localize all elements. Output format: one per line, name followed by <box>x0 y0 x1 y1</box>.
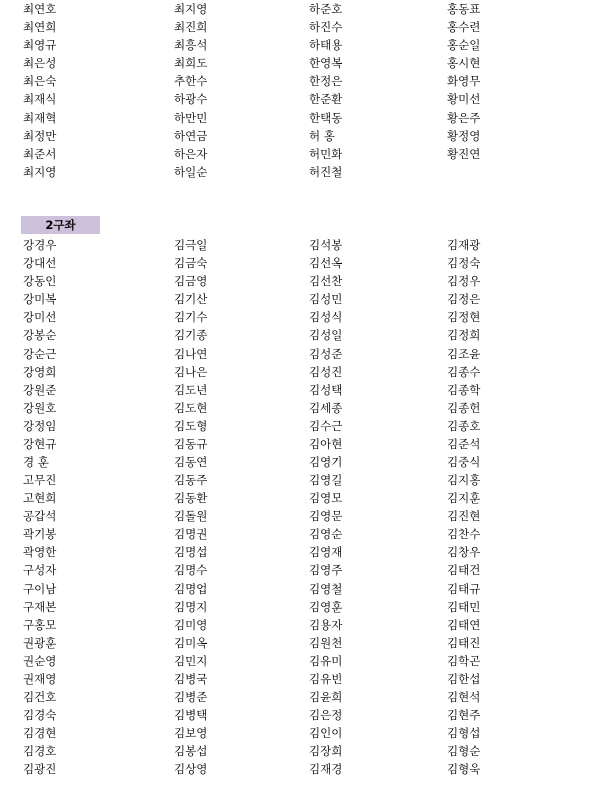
table-row <box>0 127 600 145</box>
name-cell: 강미선 <box>23 310 57 325</box>
name-cell: 최준서 <box>23 146 57 161</box>
name-cell: 김태민 <box>447 599 481 614</box>
table-row <box>0 579 600 597</box>
name-cell: 김정숙 <box>447 256 481 271</box>
name-cell: 김동환 <box>174 491 208 506</box>
name-cell: 곽기봉 <box>23 527 57 542</box>
name-cell: 하은자 <box>174 146 208 161</box>
name-cell: 김지훈 <box>447 491 481 506</box>
name-cell: 김영재 <box>309 545 343 560</box>
name-table-top <box>0 0 600 181</box>
name-cell: 김학곤 <box>447 653 481 668</box>
name-cell: 공갑석 <box>23 509 57 524</box>
name-cell: 김상영 <box>174 762 208 777</box>
name-cell: 김은정 <box>309 708 343 723</box>
name-cell: 김영주 <box>309 563 343 578</box>
table-row <box>0 145 600 163</box>
name-cell: 김영모 <box>309 491 343 506</box>
name-cell: 김병택 <box>174 708 208 723</box>
name-cell: 김인이 <box>309 726 343 741</box>
name-cell: 김명섭 <box>174 545 208 560</box>
name-cell: 추한수 <box>174 74 208 89</box>
name-cell: 한택동 <box>309 110 343 125</box>
table-row <box>0 0 600 18</box>
name-cell: 김경현 <box>23 726 57 741</box>
name-cell: 최진희 <box>174 20 208 35</box>
name-cell: 김태규 <box>447 581 481 596</box>
name-cell: 구재본 <box>23 599 57 614</box>
name-cell: 김성준 <box>309 346 343 361</box>
name-cell: 강정임 <box>23 418 57 433</box>
table-row <box>0 471 600 489</box>
table-row <box>0 72 600 90</box>
name-cell: 김선옥 <box>309 256 343 271</box>
name-cell: 경 훈 <box>23 454 49 469</box>
name-cell: 김민지 <box>174 653 208 668</box>
name-cell: 김장희 <box>309 744 343 759</box>
table-row <box>0 525 600 543</box>
table-row <box>0 272 600 290</box>
name-cell: 김한섭 <box>447 671 481 686</box>
name-cell: 화영무 <box>447 74 481 89</box>
name-cell: 김중식 <box>447 454 481 469</box>
name-cell: 홍동표 <box>447 2 481 17</box>
name-cell: 강원호 <box>23 400 57 415</box>
table-row <box>0 543 600 561</box>
name-cell: 김성진 <box>309 364 343 379</box>
name-cell: 김병준 <box>174 689 208 704</box>
name-cell: 김도현 <box>174 400 208 415</box>
name-cell: 김영기 <box>309 454 343 469</box>
table-row <box>0 308 600 326</box>
name-cell: 김영훈 <box>309 599 343 614</box>
name-cell: 김석봉 <box>309 238 343 253</box>
table-row <box>0 489 600 507</box>
table-row <box>0 236 600 254</box>
table-row <box>0 254 600 272</box>
name-cell: 김동주 <box>174 473 208 488</box>
name-cell: 김현석 <box>447 689 481 704</box>
name-cell: 홍수련 <box>447 20 481 35</box>
name-cell: 김나연 <box>174 346 208 361</box>
table-row <box>0 326 600 344</box>
name-cell: 김도년 <box>174 382 208 397</box>
name-cell: 황정영 <box>447 128 481 143</box>
name-cell: 강영희 <box>23 364 57 379</box>
table-row <box>0 688 600 706</box>
name-cell: 김경숙 <box>23 708 57 723</box>
name-cell: 김기산 <box>174 292 208 307</box>
table-row <box>0 290 600 308</box>
name-cell: 김종수 <box>447 364 481 379</box>
name-cell: 강순근 <box>23 346 57 361</box>
name-cell: 강경우 <box>23 238 57 253</box>
name-cell: 최지영 <box>23 164 57 179</box>
name-cell: 김영길 <box>309 473 343 488</box>
name-cell: 한정은 <box>309 74 343 89</box>
name-cell: 최은성 <box>23 56 57 71</box>
table-row <box>0 760 600 778</box>
name-cell: 김찬수 <box>447 527 481 542</box>
name-cell: 김성식 <box>309 310 343 325</box>
name-cell: 최지영 <box>174 2 208 17</box>
name-cell: 김성일 <box>309 328 343 343</box>
name-cell: 김조윤 <box>447 346 481 361</box>
name-cell: 김미옥 <box>174 635 208 650</box>
name-cell: 김재경 <box>309 762 343 777</box>
name-cell: 김태건 <box>447 563 481 578</box>
name-cell: 곽영한 <box>23 545 57 560</box>
name-cell: 하만민 <box>174 110 208 125</box>
name-cell: 김성택 <box>309 382 343 397</box>
name-cell: 김성민 <box>309 292 343 307</box>
name-cell: 김정은 <box>447 292 481 307</box>
table-row <box>0 18 600 36</box>
name-cell: 권광훈 <box>23 635 57 650</box>
name-cell: 김세종 <box>309 400 343 415</box>
name-cell: 구이남 <box>23 581 57 596</box>
name-cell: 김동규 <box>174 436 208 451</box>
name-cell: 김동연 <box>174 454 208 469</box>
name-cell: 김아현 <box>309 436 343 451</box>
name-cell: 김병국 <box>174 671 208 686</box>
name-cell: 강원준 <box>23 382 57 397</box>
table-row <box>0 616 600 634</box>
table-row <box>0 54 600 72</box>
name-cell: 강봉순 <box>23 328 57 343</box>
name-cell: 하태용 <box>309 38 343 53</box>
name-cell: 김종호 <box>447 418 481 433</box>
name-cell: 황은주 <box>447 110 481 125</box>
name-cell: 김원천 <box>309 635 343 650</box>
name-cell: 김보영 <box>174 726 208 741</box>
name-cell: 강현규 <box>23 436 57 451</box>
name-cell: 허민화 <box>309 146 343 161</box>
name-cell: 김종학 <box>447 382 481 397</box>
name-cell: 하진수 <box>309 20 343 35</box>
name-cell: 하준호 <box>309 2 343 17</box>
name-cell: 김수근 <box>309 418 343 433</box>
name-cell: 홍순일 <box>447 38 481 53</box>
name-cell: 김형순 <box>447 744 481 759</box>
name-cell: 허진철 <box>309 164 343 179</box>
name-cell: 김창우 <box>447 545 481 560</box>
name-cell: 김영문 <box>309 509 343 524</box>
name-cell: 김도형 <box>174 418 208 433</box>
table-row <box>0 742 600 760</box>
table-row <box>0 36 600 54</box>
name-cell: 권순영 <box>23 653 57 668</box>
name-cell: 김윤희 <box>309 689 343 704</box>
name-cell: 황미선 <box>447 92 481 107</box>
name-cell: 구성자 <box>23 563 57 578</box>
name-table-bottom <box>0 236 600 778</box>
name-cell: 강대선 <box>23 256 57 271</box>
name-cell: 최정만 <box>23 128 57 143</box>
name-cell: 김재광 <box>447 238 481 253</box>
table-row <box>0 598 600 616</box>
name-cell: 김금영 <box>174 274 208 289</box>
name-cell: 김극일 <box>174 238 208 253</box>
name-cell: 김종헌 <box>447 400 481 415</box>
name-cell: 김형섭 <box>447 726 481 741</box>
table-row <box>0 399 600 417</box>
section-label-2: 2구좌 <box>21 216 100 234</box>
table-row <box>0 724 600 742</box>
name-cell: 한영복 <box>309 56 343 71</box>
name-cell: 김영순 <box>309 527 343 542</box>
name-cell: 김정희 <box>447 328 481 343</box>
name-cell: 하광수 <box>174 92 208 107</box>
name-cell: 강동인 <box>23 274 57 289</box>
name-cell: 황진연 <box>447 146 481 161</box>
name-cell: 김돌원 <box>174 509 208 524</box>
name-cell: 김준석 <box>447 436 481 451</box>
table-row <box>0 507 600 525</box>
name-cell: 최연희 <box>23 20 57 35</box>
name-cell: 김미영 <box>174 617 208 632</box>
name-cell: 권재영 <box>23 671 57 686</box>
name-cell: 김선찬 <box>309 274 343 289</box>
table-row <box>0 344 600 362</box>
name-cell: 김나은 <box>174 364 208 379</box>
table-row <box>0 163 600 181</box>
table-row <box>0 417 600 435</box>
table-row <box>0 670 600 688</box>
table-row <box>0 108 600 126</box>
table-row <box>0 453 600 471</box>
name-cell: 김정현 <box>447 310 481 325</box>
name-cell: 김명수 <box>174 563 208 578</box>
name-cell: 최재식 <box>23 92 57 107</box>
name-cell: 김형욱 <box>447 762 481 777</box>
name-cell: 김경호 <box>23 744 57 759</box>
name-cell: 김용자 <box>309 617 343 632</box>
table-row <box>0 706 600 724</box>
name-cell: 고무진 <box>23 473 57 488</box>
name-cell: 강미복 <box>23 292 57 307</box>
name-cell: 김영철 <box>309 581 343 596</box>
table-row <box>0 634 600 652</box>
name-cell: 최흥석 <box>174 38 208 53</box>
name-cell: 김진현 <box>447 509 481 524</box>
name-cell: 최재혁 <box>23 110 57 125</box>
name-cell: 김명지 <box>174 599 208 614</box>
name-cell: 김태연 <box>447 617 481 632</box>
table-row <box>0 363 600 381</box>
name-cell: 김기수 <box>174 310 208 325</box>
name-cell: 김건호 <box>23 689 57 704</box>
name-cell: 최연호 <box>23 2 57 17</box>
name-cell: 최은숙 <box>23 74 57 89</box>
table-row <box>0 381 600 399</box>
name-cell: 김광진 <box>23 762 57 777</box>
name-cell: 김지홍 <box>447 473 481 488</box>
name-cell: 김유미 <box>309 653 343 668</box>
name-cell: 고현희 <box>23 491 57 506</box>
name-cell: 구홍모 <box>23 617 57 632</box>
name-cell: 김현주 <box>447 708 481 723</box>
name-cell: 허 홍 <box>309 128 335 143</box>
name-cell: 김정우 <box>447 274 481 289</box>
name-cell: 최희도 <box>174 56 208 71</box>
name-cell: 김기종 <box>174 328 208 343</box>
name-cell: 김금숙 <box>174 256 208 271</box>
table-row <box>0 652 600 670</box>
table-row <box>0 561 600 579</box>
table-row <box>0 90 600 108</box>
name-cell: 김태진 <box>447 635 481 650</box>
name-cell: 홍시현 <box>447 56 481 71</box>
name-cell: 하연금 <box>174 128 208 143</box>
name-cell: 김명업 <box>174 581 208 596</box>
name-cell: 김봉섭 <box>174 744 208 759</box>
table-row <box>0 435 600 453</box>
name-cell: 김유빈 <box>309 671 343 686</box>
name-cell: 하일순 <box>174 164 208 179</box>
name-cell: 한준환 <box>309 92 343 107</box>
name-cell: 김명권 <box>174 527 208 542</box>
name-cell: 최영규 <box>23 38 57 53</box>
